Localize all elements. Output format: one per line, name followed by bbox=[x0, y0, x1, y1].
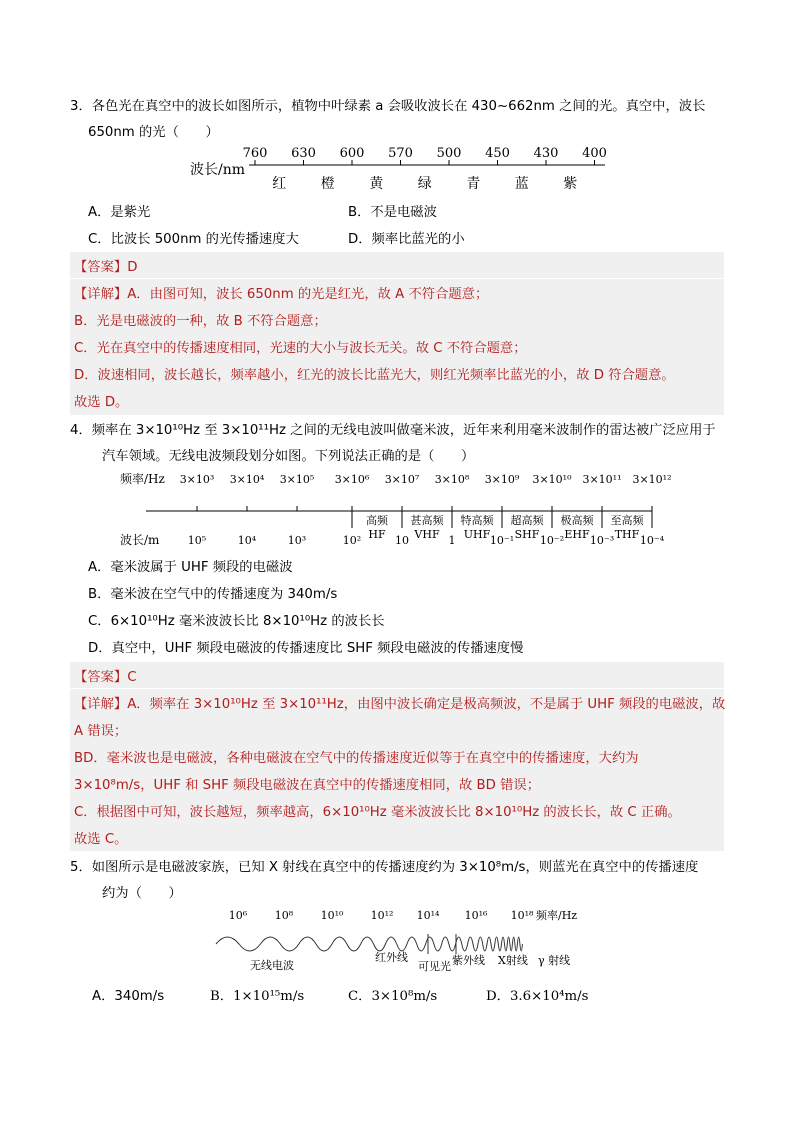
q3-color-label: 绿 bbox=[417, 176, 432, 192]
q4-option-b: B．毫米波在空气中的传播速度为 340m/s bbox=[88, 587, 338, 602]
q4-freq-tick: 3×10¹⁰ bbox=[532, 473, 572, 486]
q4-wave-tick: 10³ bbox=[287, 534, 307, 547]
q3-axis-label: 波长/nm bbox=[190, 162, 246, 178]
q3-tick-label: 630 bbox=[291, 146, 316, 161]
q5-option-a: A．340m/s bbox=[92, 989, 165, 1004]
q4-freq-tick: 3×10⁴ bbox=[229, 473, 265, 486]
q4-answer-block bbox=[70, 662, 724, 688]
q3-answer-value: D bbox=[127, 260, 138, 275]
q4-band-code: SHF bbox=[514, 528, 540, 541]
q3-stem-line2: 650nm 的光（ ） bbox=[88, 125, 219, 140]
q3-tick-label: 600 bbox=[339, 146, 365, 161]
q4-stem-line2: 汽车领域。无线电波频段划分如图。下列说法正确的是（ ） bbox=[102, 449, 475, 464]
q4-detail-line: C．根据图中可知，波长越短，频率越高，6×10¹⁰Hz 毫米波波长比 8×10¹⁰Hz 的波长长，故 C 正确。 bbox=[74, 805, 681, 820]
q3-option-a: A．是紫光 bbox=[88, 205, 151, 220]
q4-wave-tick: 1 bbox=[448, 534, 456, 547]
q3-tick-label: 500 bbox=[436, 146, 462, 161]
q5-region-label: 可见光 bbox=[418, 960, 451, 973]
q4-detail-line: 故选 C。 bbox=[74, 832, 128, 847]
q4-freq-tick: 3×10¹¹ bbox=[582, 473, 622, 486]
q3-tick-label: 450 bbox=[485, 146, 510, 161]
q5-option-d: D．3.6×10⁴m/s bbox=[486, 989, 589, 1004]
q4-detail-line: 3×10⁸m/s，UHF 和 SHF 频段电磁波在真空中的传播速度相同，故 BD 错误； bbox=[74, 778, 541, 793]
q4-wave-tick: 10⁵ bbox=[187, 534, 207, 547]
q4-band-name: 特高频 bbox=[460, 514, 494, 527]
q5-freq-tick: 10⁸ bbox=[274, 909, 294, 922]
q4-band-code: THF bbox=[614, 528, 640, 541]
q4-band-name: 甚高频 bbox=[410, 514, 444, 527]
q3-wavelength-figure bbox=[185, 143, 615, 195]
q3-color-label: 黄 bbox=[369, 176, 384, 192]
q4-freq-tick: 3×10³ bbox=[179, 473, 215, 486]
q4-detail-line: BD．毫米波也是电磁波，各种电磁波在空气中的传播速度近似等于在真空中的传播速度，大约为 bbox=[74, 751, 639, 766]
q5-stem-line2: 约为（ ） bbox=[102, 886, 182, 901]
q4-band-name: 至高频 bbox=[610, 514, 644, 527]
q4-freq-tick: 3×10⁶ bbox=[334, 473, 370, 486]
q4-answer-value: C bbox=[127, 670, 137, 685]
q5-freq-label: 频率/Hz bbox=[536, 909, 578, 922]
q4-band-name: 极高频 bbox=[560, 514, 594, 527]
q3-option-b: B．不是电磁波 bbox=[348, 205, 437, 220]
q4-detail-block bbox=[70, 689, 724, 851]
q4-wave-tick: 10 bbox=[395, 534, 409, 547]
q3-color-label: 蓝 bbox=[514, 176, 529, 192]
q5-region-label: X射线 bbox=[498, 954, 528, 967]
q4-stem-line1: 4．频率在 3×10¹⁰Hz 至 3×10¹¹Hz 之间的无线电波叫做毫米波，近年来利用毫米波制作的雷达被广泛应用于 bbox=[70, 423, 716, 438]
q5-freq-tick: 10¹² bbox=[370, 909, 394, 922]
q4-option-d: D．真空中，UHF 频段电磁波的传播速度比 SHF 频段电磁波的传播速度慢 bbox=[88, 641, 524, 656]
q4-wave-label: 波长/m bbox=[120, 533, 160, 547]
q5-option-c: C．3×10⁸m/s bbox=[348, 989, 438, 1004]
q3-stem-line1: 3．各色光在真空中的波长如图所示，植物中叶绿素 a 会吸收波长在 430~662nm 之间的光。真空中，波长 bbox=[70, 99, 706, 114]
q3-detail-line: D．波速相同，波长越长，频率越小，红光的波长比蓝光大，则红光频率比蓝光的小，故 D 符合题意。 bbox=[74, 368, 675, 383]
q3-detail-line: B．光是电磁波的一种，故 B 不符合题意； bbox=[74, 314, 327, 329]
q4-detail-line: A．频率在 3×10¹⁰Hz 至 3×10¹¹Hz，由图中波长确定是极高频波，不是属于 UHF 频段的电磁波，故 bbox=[127, 697, 726, 712]
q4-freq-tick: 3×10⁹ bbox=[484, 473, 520, 486]
q4-option-a: A．毫米波属于 UHF 频段的电磁波 bbox=[88, 560, 293, 575]
q5-region-label: 无线电波 bbox=[250, 959, 294, 972]
q4-detail-line: A 错误； bbox=[74, 724, 128, 739]
q3-color-label: 橙 bbox=[320, 176, 335, 192]
q5-stem-line1: 5．如图所示是电磁波家族，已知 X 射线在真空中的传播速度约为 3×10⁸m/s，则蓝光在真空中的传播速度 bbox=[70, 860, 699, 875]
q3-option-c: C．比波长 500nm 的光传播速度大 bbox=[88, 232, 299, 247]
q5-region-label: 紫外线 bbox=[452, 954, 485, 967]
q4-band-name: 超高频 bbox=[510, 514, 544, 527]
q5-freq-tick: 10¹⁶ bbox=[464, 909, 488, 922]
q5-em-spectrum-figure bbox=[210, 902, 610, 974]
q5-freq-tick: 10¹⁴ bbox=[416, 909, 440, 922]
q3-detail-line: A．由图可知，波长 650nm 的光是红光，故 A 不符合题意； bbox=[127, 287, 489, 302]
q5-freq-tick: 10¹⁸ bbox=[510, 909, 534, 922]
q3-tick-label: 570 bbox=[388, 146, 413, 161]
q5-option-b: B．1×10¹⁵m/s bbox=[210, 989, 305, 1004]
q5-wave-curve bbox=[216, 937, 522, 951]
q4-wave-tick: 10⁴ bbox=[237, 534, 257, 547]
q3-answer-tag: 【答案】 bbox=[74, 260, 128, 275]
q3-color-label: 紫 bbox=[563, 176, 578, 192]
q3-answer-block bbox=[70, 252, 724, 278]
q4-freq-tick: 3×10¹² bbox=[632, 473, 672, 486]
q4-option-c: C．6×10¹⁰Hz 毫米波波长比 8×10¹⁰Hz 的波长长 bbox=[88, 614, 385, 629]
q5-region-label: 红外线 bbox=[375, 951, 408, 964]
q4-radio-band-figure bbox=[110, 468, 690, 550]
q5-freq-tick: 10⁶ bbox=[228, 909, 248, 922]
q5-region-label: γ 射线 bbox=[538, 954, 571, 967]
q3-tick-label: 430 bbox=[533, 146, 559, 161]
q4-wave-tick: 10² bbox=[342, 534, 362, 547]
q3-color-label: 红 bbox=[272, 176, 287, 192]
q3-tick-label: 760 bbox=[242, 146, 268, 161]
q4-wave-tick: 10⁻³ bbox=[589, 534, 615, 547]
q3-detail-block bbox=[70, 279, 724, 415]
q4-band-name: 高频 bbox=[366, 514, 388, 527]
q4-wave-tick: 10⁻¹ bbox=[489, 534, 515, 547]
q4-detail-tag: 【详解】 bbox=[74, 697, 128, 712]
q3-color-label: 青 bbox=[466, 176, 481, 192]
q4-band-code: VHF bbox=[414, 528, 440, 541]
q3-detail-line: 故选 D。 bbox=[74, 395, 129, 410]
q4-freq-tick: 3×10⁸ bbox=[434, 473, 470, 486]
q4-freq-tick: 3×10⁵ bbox=[279, 473, 315, 486]
q4-answer-tag: 【答案】 bbox=[74, 670, 128, 685]
q4-band-code: EHF bbox=[564, 528, 590, 541]
q4-wave-tick: 10⁻⁴ bbox=[639, 534, 665, 547]
q4-freq-label: 频率/Hz bbox=[120, 472, 165, 486]
q4-band-code: UHF bbox=[463, 528, 491, 541]
q5-freq-tick: 10¹⁰ bbox=[320, 909, 344, 922]
q4-band-code: HF bbox=[368, 528, 386, 541]
q3-detail-line: C．光在真空中的传播速度相同，光速的大小与波长无关。故 C 不符合题意； bbox=[74, 341, 527, 356]
q3-option-d: D．频率比蓝光的小 bbox=[348, 232, 465, 247]
q3-detail-tag: 【详解】 bbox=[74, 287, 128, 302]
q4-wave-tick: 10⁻² bbox=[539, 534, 565, 547]
q3-tick-label: 400 bbox=[582, 146, 607, 161]
q4-freq-tick: 3×10⁷ bbox=[384, 473, 420, 486]
